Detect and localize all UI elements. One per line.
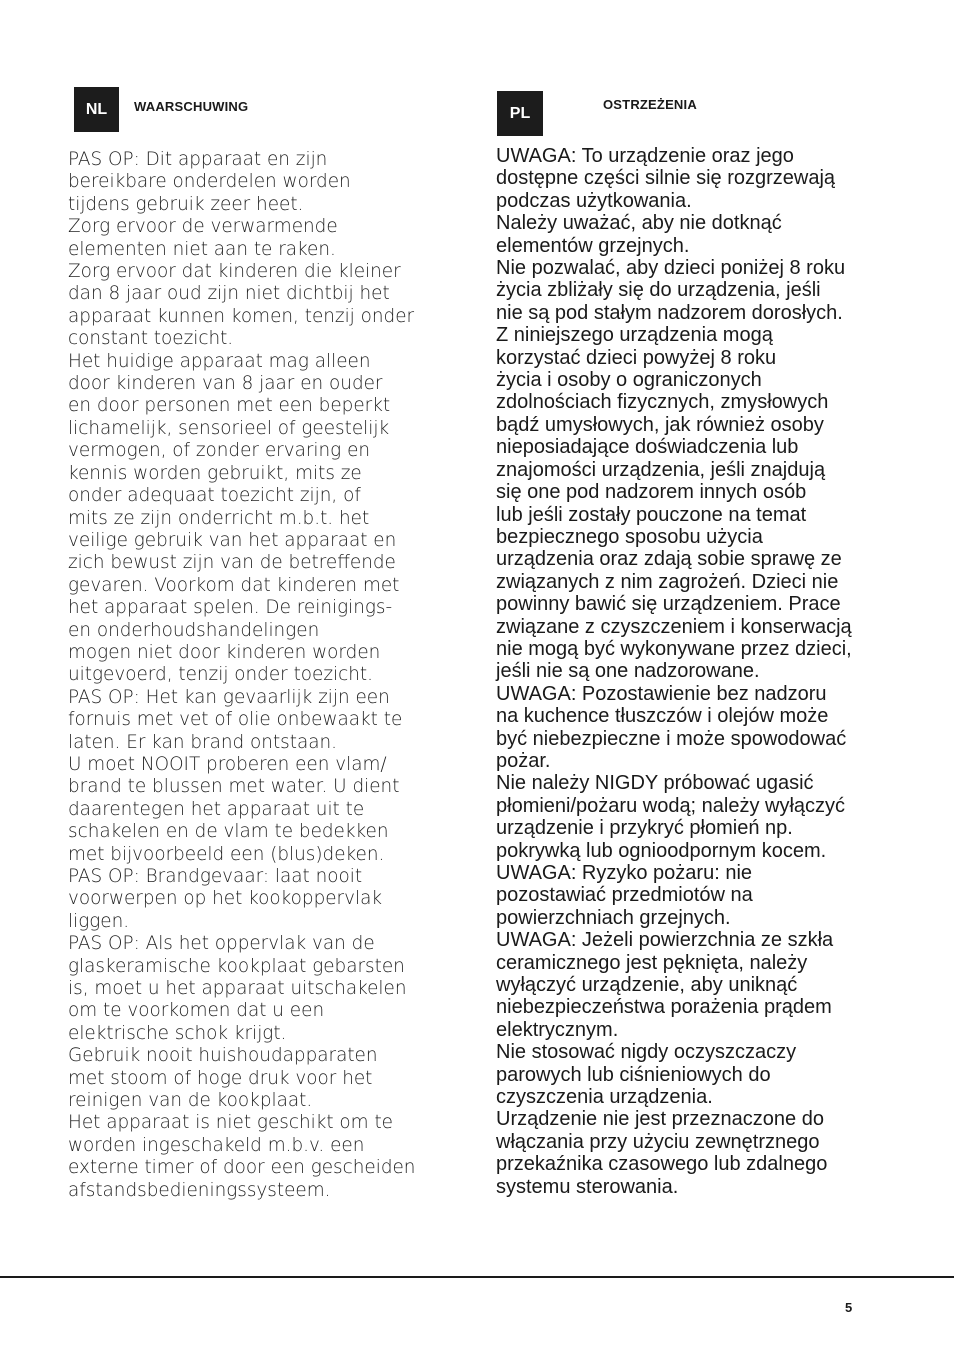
page-number: 5	[845, 1300, 853, 1315]
text-line: is, moet u het apparaat uitschakelen	[68, 978, 407, 1000]
text-line: elementen niet aan te raken.	[68, 238, 336, 260]
text-line: pożar.	[496, 749, 551, 772]
text-line: korzystać dzieci powyżej 8 roku	[496, 346, 777, 369]
text-line: zdolnościach fizycznych, zmysłowych	[496, 391, 829, 414]
text-line: Z niniejszego urządzenia mogą	[496, 324, 773, 347]
text-line: włączania przy użyciu zewnętrznego	[496, 1130, 820, 1153]
text-line: en door personen met een beperkt	[68, 395, 391, 417]
text-line: laten. Er kan brand ontstaan.	[68, 731, 338, 753]
text-line: lub jeśli zostały pouczone na temat	[496, 503, 807, 526]
text-line: met bijvoorbeeld een (blus)deken.	[68, 843, 385, 865]
text-line: być niebezpieczne i może spowodować	[496, 727, 847, 750]
text-line: podczas użytkowania.	[496, 189, 692, 212]
text-line: niebezpieczeństwa porażenia prądem	[496, 996, 832, 1019]
text-line: powinny bawić się urządzeniem. Prace	[496, 593, 841, 616]
text-line: elektrische schok krijgt.	[68, 1022, 287, 1044]
text-line: elementów grzejnych.	[496, 234, 690, 257]
text-line: UWAGA: To urządzenie oraz jego	[496, 145, 794, 167]
text-line: płomieni/pożaru wodą; należy wyłączyć	[496, 794, 846, 817]
text-line: UWAGA: Ryzyko pożaru: nie	[496, 862, 753, 884]
text-line: fornuis met vet of olie onbewaakt te	[68, 709, 403, 731]
text-line: bereikbare onderdelen worden	[68, 171, 351, 193]
text-line: Zorg ervoor dat kinderen die kleiner	[68, 261, 401, 283]
text-line: onder adequaat toezicht zijn, of	[68, 485, 361, 507]
text-line: Nie należy NIGDY próbować ugasić	[496, 772, 814, 795]
text-line: worden ingeschakeld m.b.v. een	[68, 1134, 365, 1156]
text-line: nie są pod stałym nadzorem dorosłych.	[496, 301, 843, 324]
text-line: Należy uważać, aby nie dotknąć	[496, 212, 782, 235]
text-line: UWAGA: Pozostawienie bez nadzoru	[496, 682, 827, 705]
language-badge-pl: PL	[497, 91, 543, 136]
warning-text-pl	[496, 145, 916, 1198]
text-line: dan 8 jaar oud zijn niet dichtbij het	[68, 283, 390, 305]
text-line: parowych lub ciśnieniowych do	[496, 1063, 771, 1086]
text-line: przekaźnika czasowego lub zdalnego	[496, 1153, 828, 1176]
text-line: liggen.	[68, 910, 130, 932]
text-line: glaskeramische kookplaat gebarsten	[68, 955, 405, 977]
text-line: dostępne części silnie się rozgrzewają	[496, 167, 836, 190]
text-line: tijdens gebruik zeer heet.	[68, 193, 304, 215]
text-line: vermogen, of zonder ervaring en	[68, 440, 371, 462]
text-line: PAS OP: Het kan gevaarlijk zijn een	[68, 686, 390, 708]
text-line: voorwerpen op het kookoppervlak	[68, 888, 383, 910]
text-line: schakelen en de vlam te bedekken	[68, 821, 389, 843]
text-line: kennis worden gebruikt, mits ze	[68, 462, 362, 484]
text-line: Urządzenie nie jest przeznaczone do	[496, 1108, 824, 1131]
text-line: życia zbliżały się do urządzenia, jeśli	[496, 279, 821, 302]
text-line: mogen niet door kinderen worden	[68, 641, 381, 663]
text-line: związane z czyszczeniem i konserwacją	[496, 615, 852, 638]
text-line: nieposiadające doświadczenia lub	[496, 436, 799, 459]
text-line: ceramicznego jest pęknięta, należy	[496, 951, 808, 974]
text-line: externe timer of door een gescheiden	[68, 1157, 416, 1179]
text-line: urządzenia oraz zdają sobie sprawę ze	[496, 548, 842, 571]
text-line: związanych z nim zagrożeń. Dzieci nie	[496, 570, 839, 593]
text-line: door kinderen van 8 jaar en ouder	[68, 373, 383, 395]
text-line: Het apparaat is niet geschikt om te	[68, 1112, 393, 1134]
text-line: om te voorkomen dat u een	[68, 1000, 325, 1022]
text-line: elektrycznym.	[496, 1018, 619, 1041]
text-line: pokrywką lub ognioodpornym kocem.	[496, 839, 827, 862]
footer-divider	[0, 1276, 954, 1278]
text-line: brand te blussen met water. U dient	[68, 776, 400, 798]
text-line: en onderhoudshandelingen	[68, 619, 320, 641]
text-line: met stoom of hoge druk voor het	[68, 1067, 373, 1089]
text-line: lichamelijk, sensorieel of geestelijk	[68, 417, 390, 439]
text-line: się one pod nadzorem innych osób	[496, 481, 807, 504]
text-line: constant toezicht.	[68, 328, 234, 350]
text-line: afstandsbedieningssysteem.	[68, 1179, 331, 1201]
text-line: jeśli nie są one nadzorowane.	[496, 660, 760, 683]
text-line: wyłączyć urządzenie, aby uniknąć	[496, 974, 798, 997]
text-line: Het huidige apparaat mag alleen	[68, 350, 371, 372]
text-line: reinigen van de kookplaat.	[68, 1090, 313, 1112]
text-line: PAS OP: Dit apparaat en zijn	[68, 149, 328, 170]
text-line: pozostawiać przedmiotów na	[496, 884, 753, 907]
text-line: apparaat kunnen komen, tenzij onder	[68, 305, 415, 327]
text-line: Gebruik nooit huishoudapparaten	[68, 1045, 378, 1067]
text-line: PAS OP: Brandgevaar: laat nooit	[68, 866, 363, 887]
text-line: uitgevoerd, tenzij onder toezicht.	[68, 664, 373, 686]
warning-text-nl	[68, 149, 453, 1202]
text-line: mits ze zijn onderricht m.b.t. het	[68, 507, 370, 529]
text-line: urządzenie i przykryć płomień np.	[496, 817, 793, 840]
text-line: nie mogą być wykonywane przez dzieci,	[496, 637, 852, 660]
text-line: Nie pozwalać, aby dzieci poniżej 8 roku	[496, 257, 846, 280]
text-line: gevaren. Voorkom dat kinderen met	[68, 574, 400, 596]
text-line: U moet NOOIT proberen een vlam/	[68, 753, 387, 775]
language-badge-nl: NL	[74, 87, 119, 132]
text-line: powierzchniach grzejnych.	[496, 906, 731, 929]
text-line: na kuchence tłuszczów i olejów może	[496, 705, 829, 728]
text-line: veilige gebruik van het apparaat en	[68, 529, 397, 551]
section-heading-pl: OSTRZEŻENIA	[603, 97, 697, 112]
text-line: czyszczenia urządzenia.	[496, 1086, 713, 1109]
text-line: Nie stosować nigdy oczyszczaczy	[496, 1041, 797, 1064]
text-line: życia i osoby o ograniczonych	[496, 369, 762, 392]
text-line: het apparaat spelen. De reinigings-	[68, 597, 393, 619]
text-line: PAS OP: Als het oppervlak van de	[68, 933, 375, 955]
text-line: bądź umysłowych, jak również osoby	[496, 413, 824, 436]
text-line: UWAGA: Jeżeli powierzchnia ze szkła	[496, 929, 834, 952]
text-line: zich bewust zijn van de betreffende	[68, 552, 396, 574]
text-line: Zorg ervoor de verwarmende	[68, 216, 338, 238]
text-line: bezpiecznego sposobu użycia	[496, 525, 763, 548]
section-heading-nl: WAARSCHUWING	[134, 99, 249, 114]
text-line: daarentegen het apparaat uit te	[68, 798, 365, 820]
text-line: systemu sterowania.	[496, 1175, 679, 1198]
text-line: znajomości urządzenia, jeśli znajdują	[496, 458, 826, 481]
